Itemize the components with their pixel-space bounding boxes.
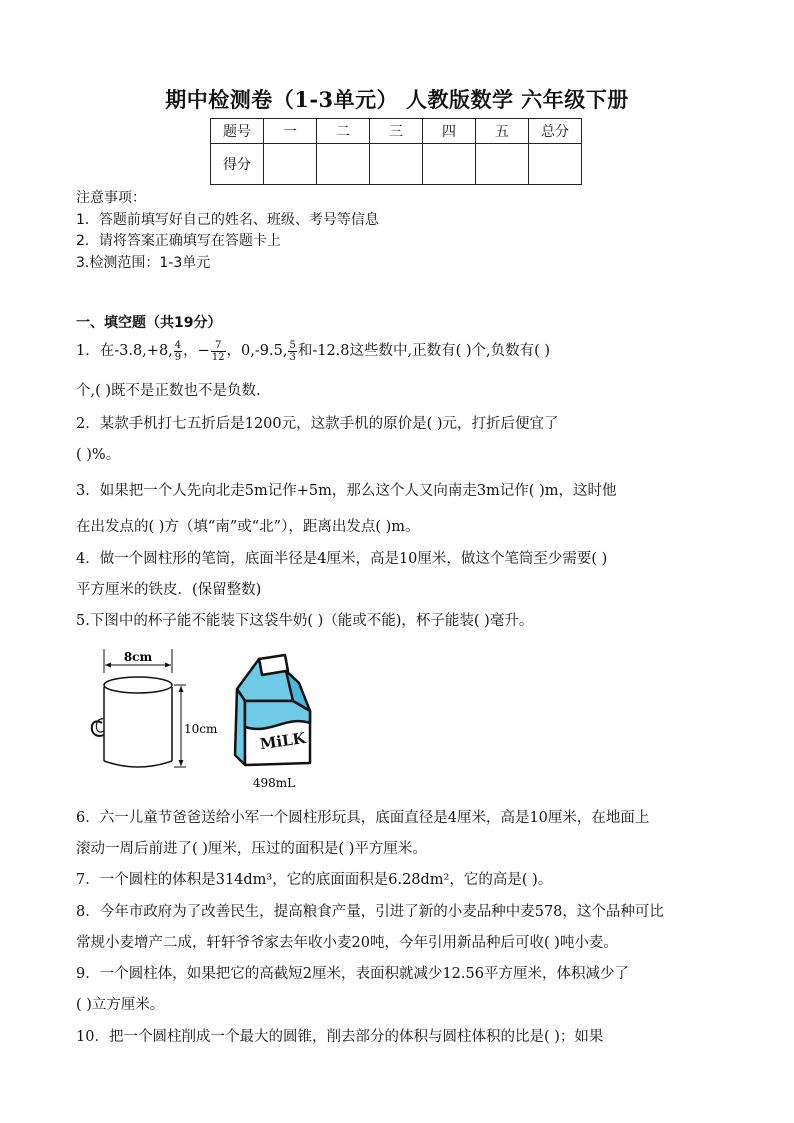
cup-height-label: 10cm — [184, 722, 218, 736]
score-cell[interactable] — [476, 144, 529, 185]
score-cell[interactable] — [317, 144, 370, 185]
score-header-cell: 总分 — [529, 119, 582, 144]
question-6-line-1: 6．六一儿童节爸爸送给小军一个圆柱形玩具，底面直径是4厘米，高是10厘米，在地面上 — [76, 810, 650, 826]
cup-and-milk-figure — [86, 643, 326, 793]
question-8-line-1: 8．今年市政府为了改善民生，提高粮食产量，引进了新的小麦品种中麦578，这个品种可比 — [76, 904, 664, 920]
q1-text: ，− — [183, 343, 210, 359]
milk-volume-label: 498mL — [252, 776, 296, 790]
score-header-cell: 五 — [476, 119, 529, 144]
score-header-cell: 一 — [264, 119, 317, 144]
cup-height-dimension — [174, 685, 218, 767]
question-10-line-1: 10．把一个圆柱削成一个最大的圆锥，削去部分的体积与圆柱体积的比是( )；如果 — [76, 1029, 604, 1045]
score-table-row — [211, 144, 582, 185]
notes — [76, 188, 379, 274]
cup-diameter-label: 8cm — [123, 650, 153, 664]
cup-icon — [92, 677, 172, 767]
q1-text: 1．在-3.8,+8, — [76, 343, 173, 359]
note-item: 2．请将答案正确填写在答题卡上 — [76, 233, 281, 249]
score-header-cell: 题号 — [211, 119, 264, 144]
question-2-line-1: 2．某款手机打七五折后是1200元，这款手机的原价是( )元，打折后便宜了 — [76, 416, 559, 432]
question-1-line-2: 个,( )既不是正数也不是负数. — [76, 383, 261, 399]
question-2-line-2: ( )%。 — [76, 447, 121, 463]
fraction — [211, 340, 226, 363]
numerator: 4 — [174, 339, 182, 351]
score-header-cell: 二 — [317, 119, 370, 144]
question-8-line-2: 常规小麦增产二成，轩轩爷爷家去年收小麦20吨，今年引用新品种后可收( )吨小麦。 — [76, 935, 618, 951]
exam-title: 期中检测卷（1-3单元） 人教版数学 六年级下册 — [165, 87, 629, 112]
score-cell[interactable] — [423, 144, 476, 185]
question-4-line-1: 4．做一个圆柱形的笔筒，底面半径是4厘米，高是10厘米，做这个笔筒至少需要( ) — [76, 551, 608, 567]
score-cell[interactable] — [529, 144, 582, 185]
section-title: 一、填空题（共19分） — [76, 315, 222, 331]
denominator: 3 — [289, 351, 296, 363]
denominator: 9 — [174, 351, 182, 363]
milk-carton-icon — [235, 655, 310, 765]
score-row-label: 得分 — [211, 144, 264, 185]
note-item: 1．答题前填写好自己的姓名、班级、考号等信息 — [76, 211, 379, 228]
score-header-cell: 三 — [370, 119, 423, 144]
score-cell[interactable] — [370, 144, 423, 185]
milk-label: MiLK — [258, 728, 307, 754]
score-table — [210, 118, 582, 185]
notes-heading: 注意事项： — [76, 190, 146, 206]
numerator: 7 — [211, 340, 226, 352]
question-9-line-1: 9．一个圆柱体，如果把它的高截短2厘米，表面积就减少12.56平方厘米，体积减少了 — [76, 966, 629, 982]
question-1-line-1 — [76, 339, 550, 363]
score-header-cell: 四 — [423, 119, 476, 144]
question-7-line-1: 7．一个圆柱的体积是314dm³，它的底面面积是6.28dm²，它的高是( )。 — [76, 872, 553, 888]
question-3-line-2: 在出发点的( )方（填“南”或“北”），距离出发点( )m。 — [76, 519, 420, 535]
q1-text: ，0,-9.5, — [226, 343, 288, 359]
numerator: 5 — [289, 339, 296, 351]
denominator: 12 — [211, 351, 225, 363]
fraction — [174, 340, 182, 363]
question-5-line-1: 5.下图中的杯子能不能装下这袋牛奶( )（能或不能)，杯子能装( )毫升。 — [76, 613, 534, 629]
question-4-line-2: 平方厘米的铁皮．(保留整数) — [76, 582, 262, 598]
score-table-header-row — [211, 119, 582, 144]
question-9-line-2: ( )立方厘米。 — [76, 997, 165, 1013]
score-cell[interactable] — [264, 144, 317, 185]
fraction — [288, 340, 296, 363]
cup-diameter-dimension — [104, 649, 172, 673]
question-3-line-1: 3．如果把一个人先向北走5m记作+5m，那么这个人又向南走3m记作( )m，这时他 — [76, 483, 617, 499]
question-6-line-2: 滚动一周后前进了( )厘米，压过的面积是( )平方厘米。 — [76, 841, 427, 857]
q1-text: 和-12.8这些数中,正数有( )个,负数有( ) — [297, 343, 551, 359]
note-item: 3.检测范围：1-3单元 — [76, 254, 211, 271]
